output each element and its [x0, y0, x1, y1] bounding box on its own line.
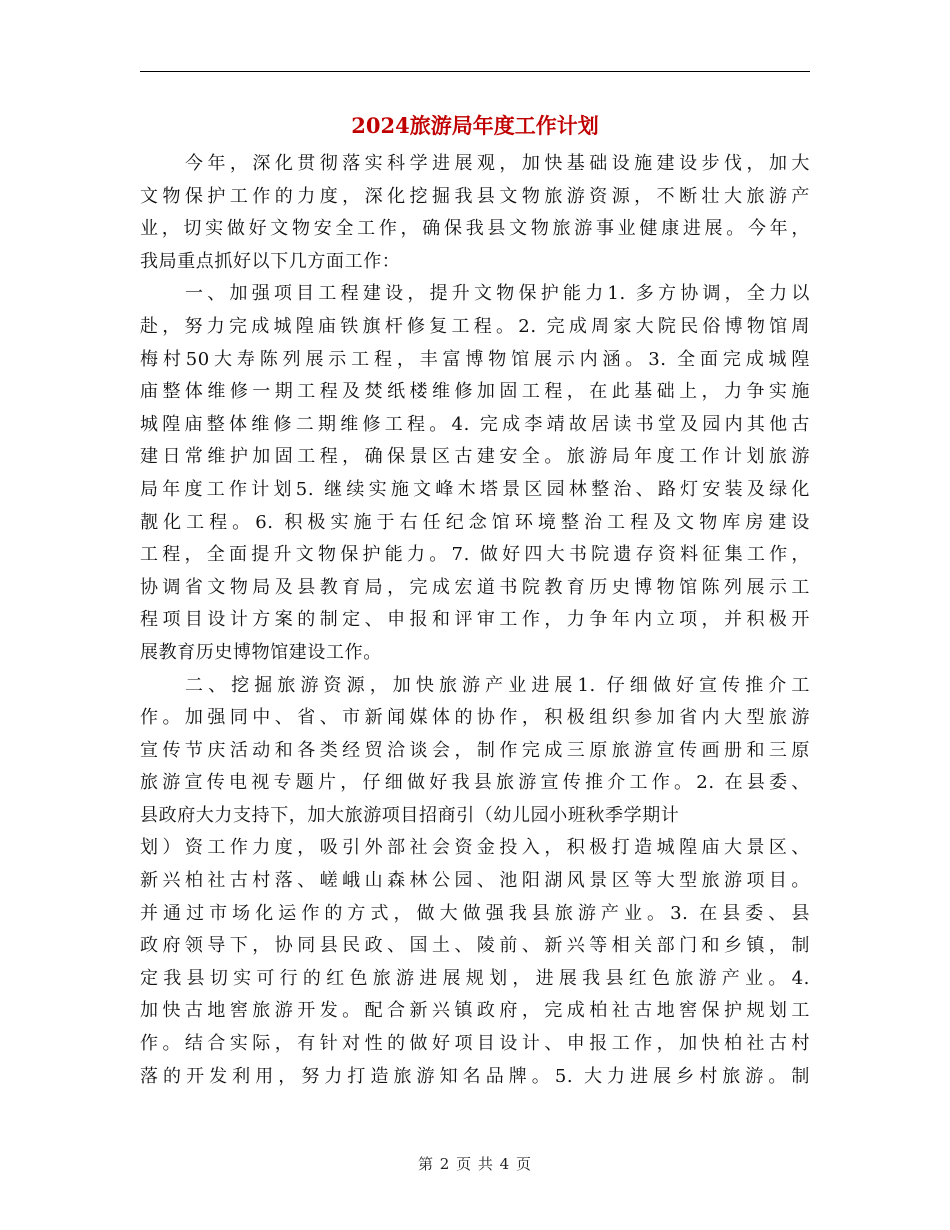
- body-line: 庙整体维修一期工程及焚纸楼维修加固工程，在此基础上，力争实施: [140, 381, 810, 403]
- body-line: 政府领导下，协同县民政、国土、陵前、新兴等相关部门和乡镇，制: [140, 935, 810, 957]
- body-line: 作。加强同中、省、市新闻媒体的协作，积极组织参加省内大型旅游: [140, 707, 810, 729]
- body-line: 落的开发利用，努力打造旅游知名品牌。5. 大力进展乡村旅游。制: [140, 1065, 810, 1087]
- body-line: 工程，全面提升文物保护能力。7. 做好四大书院遗存资料征集工作，: [140, 544, 810, 566]
- body-line: 定我县切实可行的红色旅游进展规划，进展我县红色旅游产业。4.: [140, 967, 810, 989]
- body-line: 作。结合实际，有针对性的做好项目设计、申报工作，加快柏社古村: [140, 1033, 810, 1055]
- body-line: 文物保护工作的力度，深化挖掘我县文物旅游资源，不断壮大旅游产: [140, 185, 810, 207]
- body-line: 协调省文物局及县教育局，完成宏道书院教育历史博物馆陈列展示工: [140, 576, 810, 598]
- body-line: 县政府大力支持下，加大旅游项目招商引（幼儿园小班秋季学期计: [140, 804, 680, 826]
- body-line: 建日常维护加固工程，确保景区古建安全。旅游局年度工作计划旅游: [140, 446, 810, 468]
- body-line: 程项目设计方案的制定、申报和评审工作，力争年内立项，并积极开: [140, 609, 810, 631]
- body-line: 局年度工作计划5. 继续实施文峰木塔景区园林整治、路灯安装及绿化: [140, 478, 810, 500]
- body-line: 新兴柏社古村落、嵯峨山森林公园、池阳湖风景区等大型旅游项目。: [140, 870, 810, 892]
- body-line: 业，切实做好文物安全工作，确保我县文物旅游事业健康进展。今年，: [140, 218, 810, 240]
- body-line: 梅村50大寿陈列展示工程，丰富博物馆展示内涵。3. 全面完成城隍: [140, 348, 810, 370]
- body-line: 赴，努力完成城隍庙铁旗杆修复工程。2. 完成周家大院民俗博物馆周: [140, 315, 810, 337]
- body-line: 展教育历史博物馆建设工作。: [140, 641, 382, 663]
- body-line: 宣传节庆活动和各类经贸洽谈会，制作完成三原旅游宣传画册和三原: [140, 739, 810, 761]
- document-title: 2024旅游局年度工作计划: [351, 113, 599, 138]
- body-line: 我局重点抓好以下几方面工作：: [140, 250, 401, 272]
- body-line: 二、挖掘旅游资源，加快旅游产业进展1. 仔细做好宣传推介工: [185, 674, 810, 696]
- body-line: 一、加强项目工程建设，提升文物保护能力1. 多方协调，全力以: [185, 283, 810, 305]
- document-body: [140, 148, 810, 1093]
- body-line: 城隍庙整体维修二期维修工程。4. 完成李靖故居读书堂及园内其他古: [140, 413, 810, 435]
- header-rule: [140, 71, 810, 72]
- body-line: 靓化工程。6. 积极实施于右任纪念馆环境整治工程及文物库房建设: [140, 511, 810, 533]
- body-line: 加快古地窖旅游开发。配合新兴镇政府，完成柏社古地窖保护规划工: [140, 1000, 810, 1022]
- body-line: 并通过市场化运作的方式，做大做强我县旅游产业。3. 在县委、县: [140, 902, 810, 924]
- page-number-footer: 第 2 页 共 4 页: [418, 1155, 532, 1173]
- body-line: 今年，深化贯彻落实科学进展观，加快基础设施建设步伐，加大: [185, 153, 810, 174]
- body-line: 划）资工作力度，吸引外部社会资金投入，积极打造城隍庙大景区、: [140, 837, 810, 859]
- body-line: 旅游宣传电视专题片，仔细做好我县旅游宣传推介工作。2. 在县委、: [140, 772, 810, 794]
